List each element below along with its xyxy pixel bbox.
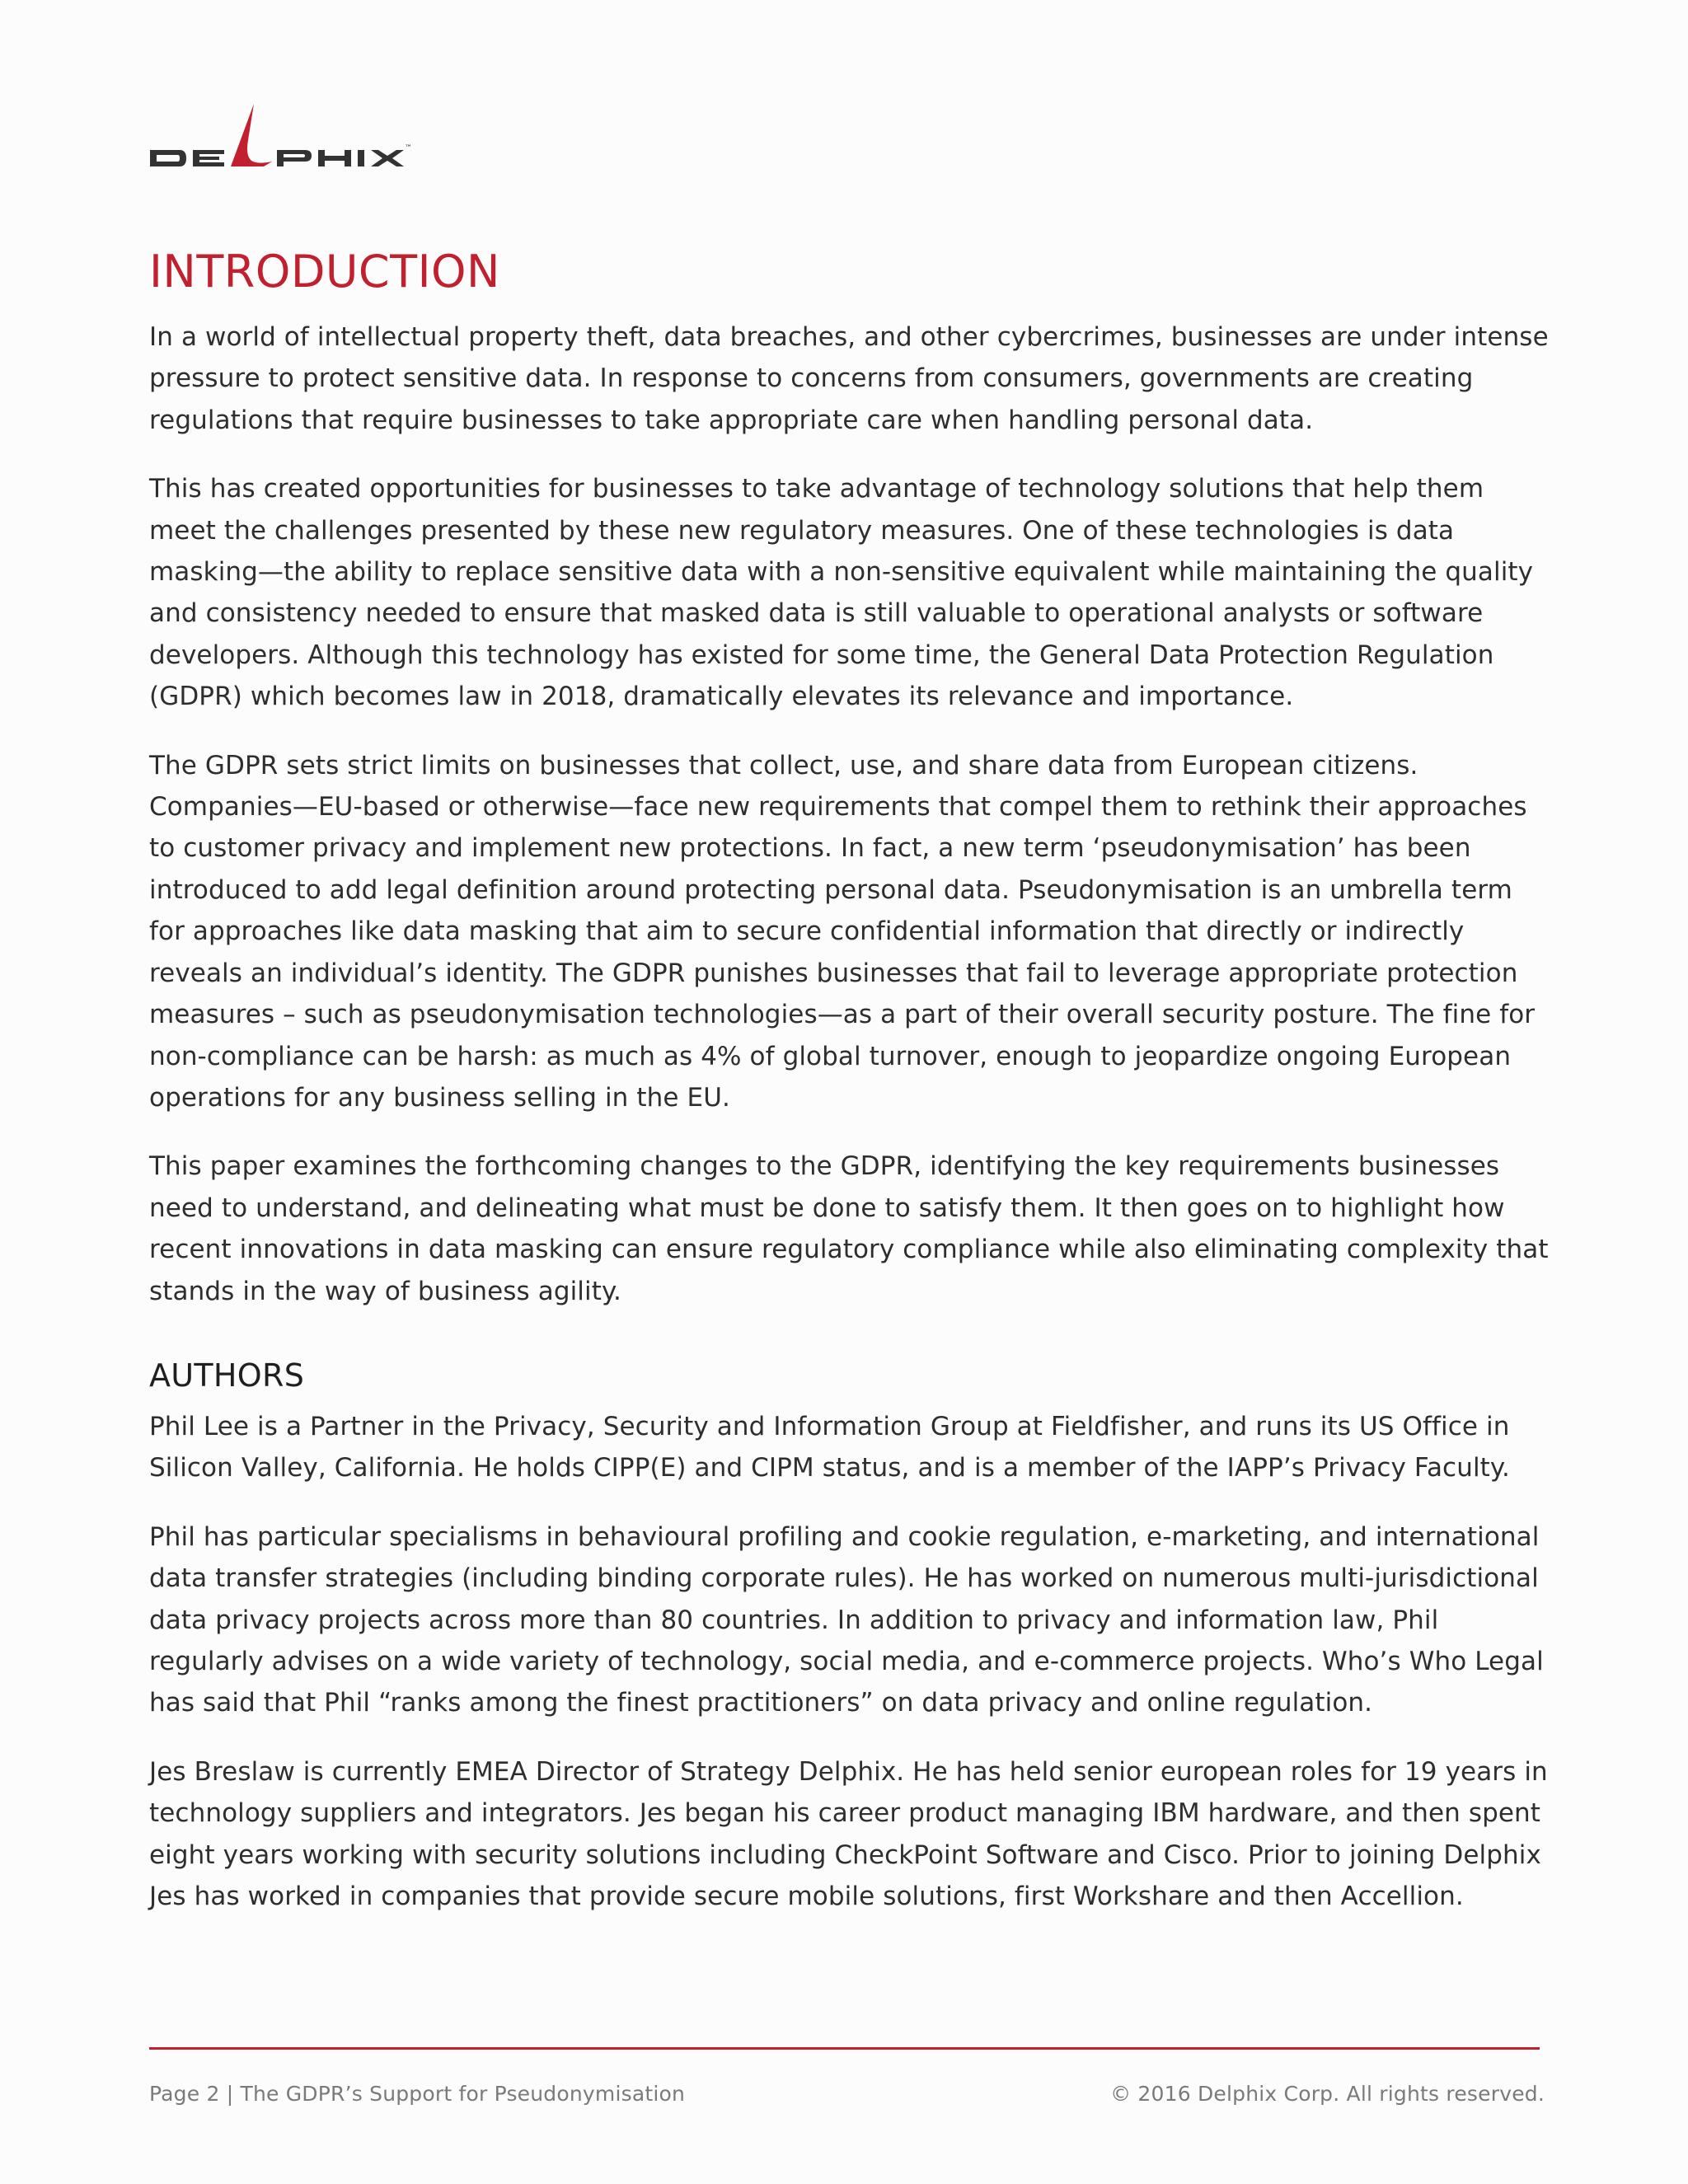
intro-paragraph: In a world of intellectual property theft, data breaches, and other cybercrimes, businesses are under intense pressure to protect sensitive data. In response to concerns from consumers, governments are creating regulations that require businesses to take appropriate care when handling personal data. <box>149 322 1549 435</box>
footer-divider <box>149 2047 1540 2050</box>
delphix-logo <box>148 101 420 175</box>
main-content <box>149 239 1550 1917</box>
author-paragraph: Phil has particular specialisms in behavioural profiling and cookie regulation, e-marketing, and international data transfer strategies (including binding corporate rules). He has worked on numerous multi-jurisdictional data privacy projects across more than 80 countries. In addition to privacy and information law, Phil regularly advises on a wide variety of technology, social media, and e-commerce projects. Who’s Who Legal has said that Phil “ranks among the finest practitioners” on data privacy and online regulation. <box>149 1521 1544 1718</box>
trademark-mark: ™ <box>405 144 412 152</box>
footer-page-info: Page 2 | The GDPR’s Support for Pseudonymisation <box>149 2082 686 2106</box>
authors-heading: AUTHORS <box>149 1357 305 1394</box>
footer-copyright: © 2016 Delphix Corp. All rights reserved. <box>1110 2082 1545 2106</box>
introduction-heading: INTRODUCTION <box>149 246 500 298</box>
intro-paragraph: The GDPR sets strict limits on businesses that collect, use, and share data from European citizens. Companies—EU-based or otherwise—face new requirements that compel them to rethink their approaches to customer privacy and implement new protections. In fact, a new term ‘pseudonymisation’ has been introduced to add legal definition around protecting personal data. Pseudonymisation is an umbrella term for approaches like data masking that aim to secure confidential information that directly or indirectly reveals an individual’s identity. The GDPR punishes businesses that fail to leverage appropriate protection measures – such as pseudonymisation technologies—as a part of their overall security posture. The fine for non-compliance can be harsh: as much as 4% of global turnover, enough to jeopardize ongoing European operations for any business selling in the EU. <box>149 750 1536 1113</box>
delphix-logo-mark <box>148 101 420 175</box>
intro-paragraph: This paper examines the forthcoming changes to the GDPR, identifying the key requirements businesses need to understand, and delineating what must be done to satisfy them. It then goes on to highlight how recent innovations in data masking can ensure regulatory compliance while also eliminating complexity that stands in the way of business agility. <box>149 1151 1549 1306</box>
author-paragraph: Phil Lee is a Partner in the Privacy, Security and Information Group at Fieldfisher, and runs its US Office in Silicon Valley, California. He holds CIPP(E) and CIPM status, and is a member of the IAPP’s Privacy Faculty. <box>149 1411 1510 1483</box>
intro-paragraph: This has created opportunities for businesses to take advantage of technology solutions that help them meet the challenges presented by these new regulatory measures. One of these technologies is data masking—the ability to replace sensitive data with a non-sensitive equivalent while maintaining the quality and consistency needed to ensure that masked data is still valuable to operational analysts or software developers. Although this technology has existed for some time, the General Data Protection Regulation (GDPR) which becomes law in 2018, dramatically elevates its relevance and importance. <box>149 474 1534 712</box>
author-paragraph: Jes Breslaw is currently EMEA Director of Strategy Delphix. He has held senior european roles for 19 years in technology suppliers and integrators. Jes began his career product managing IBM hardware, and then spent eight years working with security solutions including CheckPoint Software and Cisco. Prior to joining Delphix Jes has worked in companies that provide secure mobile solutions, first Workshare and then Accellion. <box>149 1756 1548 1911</box>
